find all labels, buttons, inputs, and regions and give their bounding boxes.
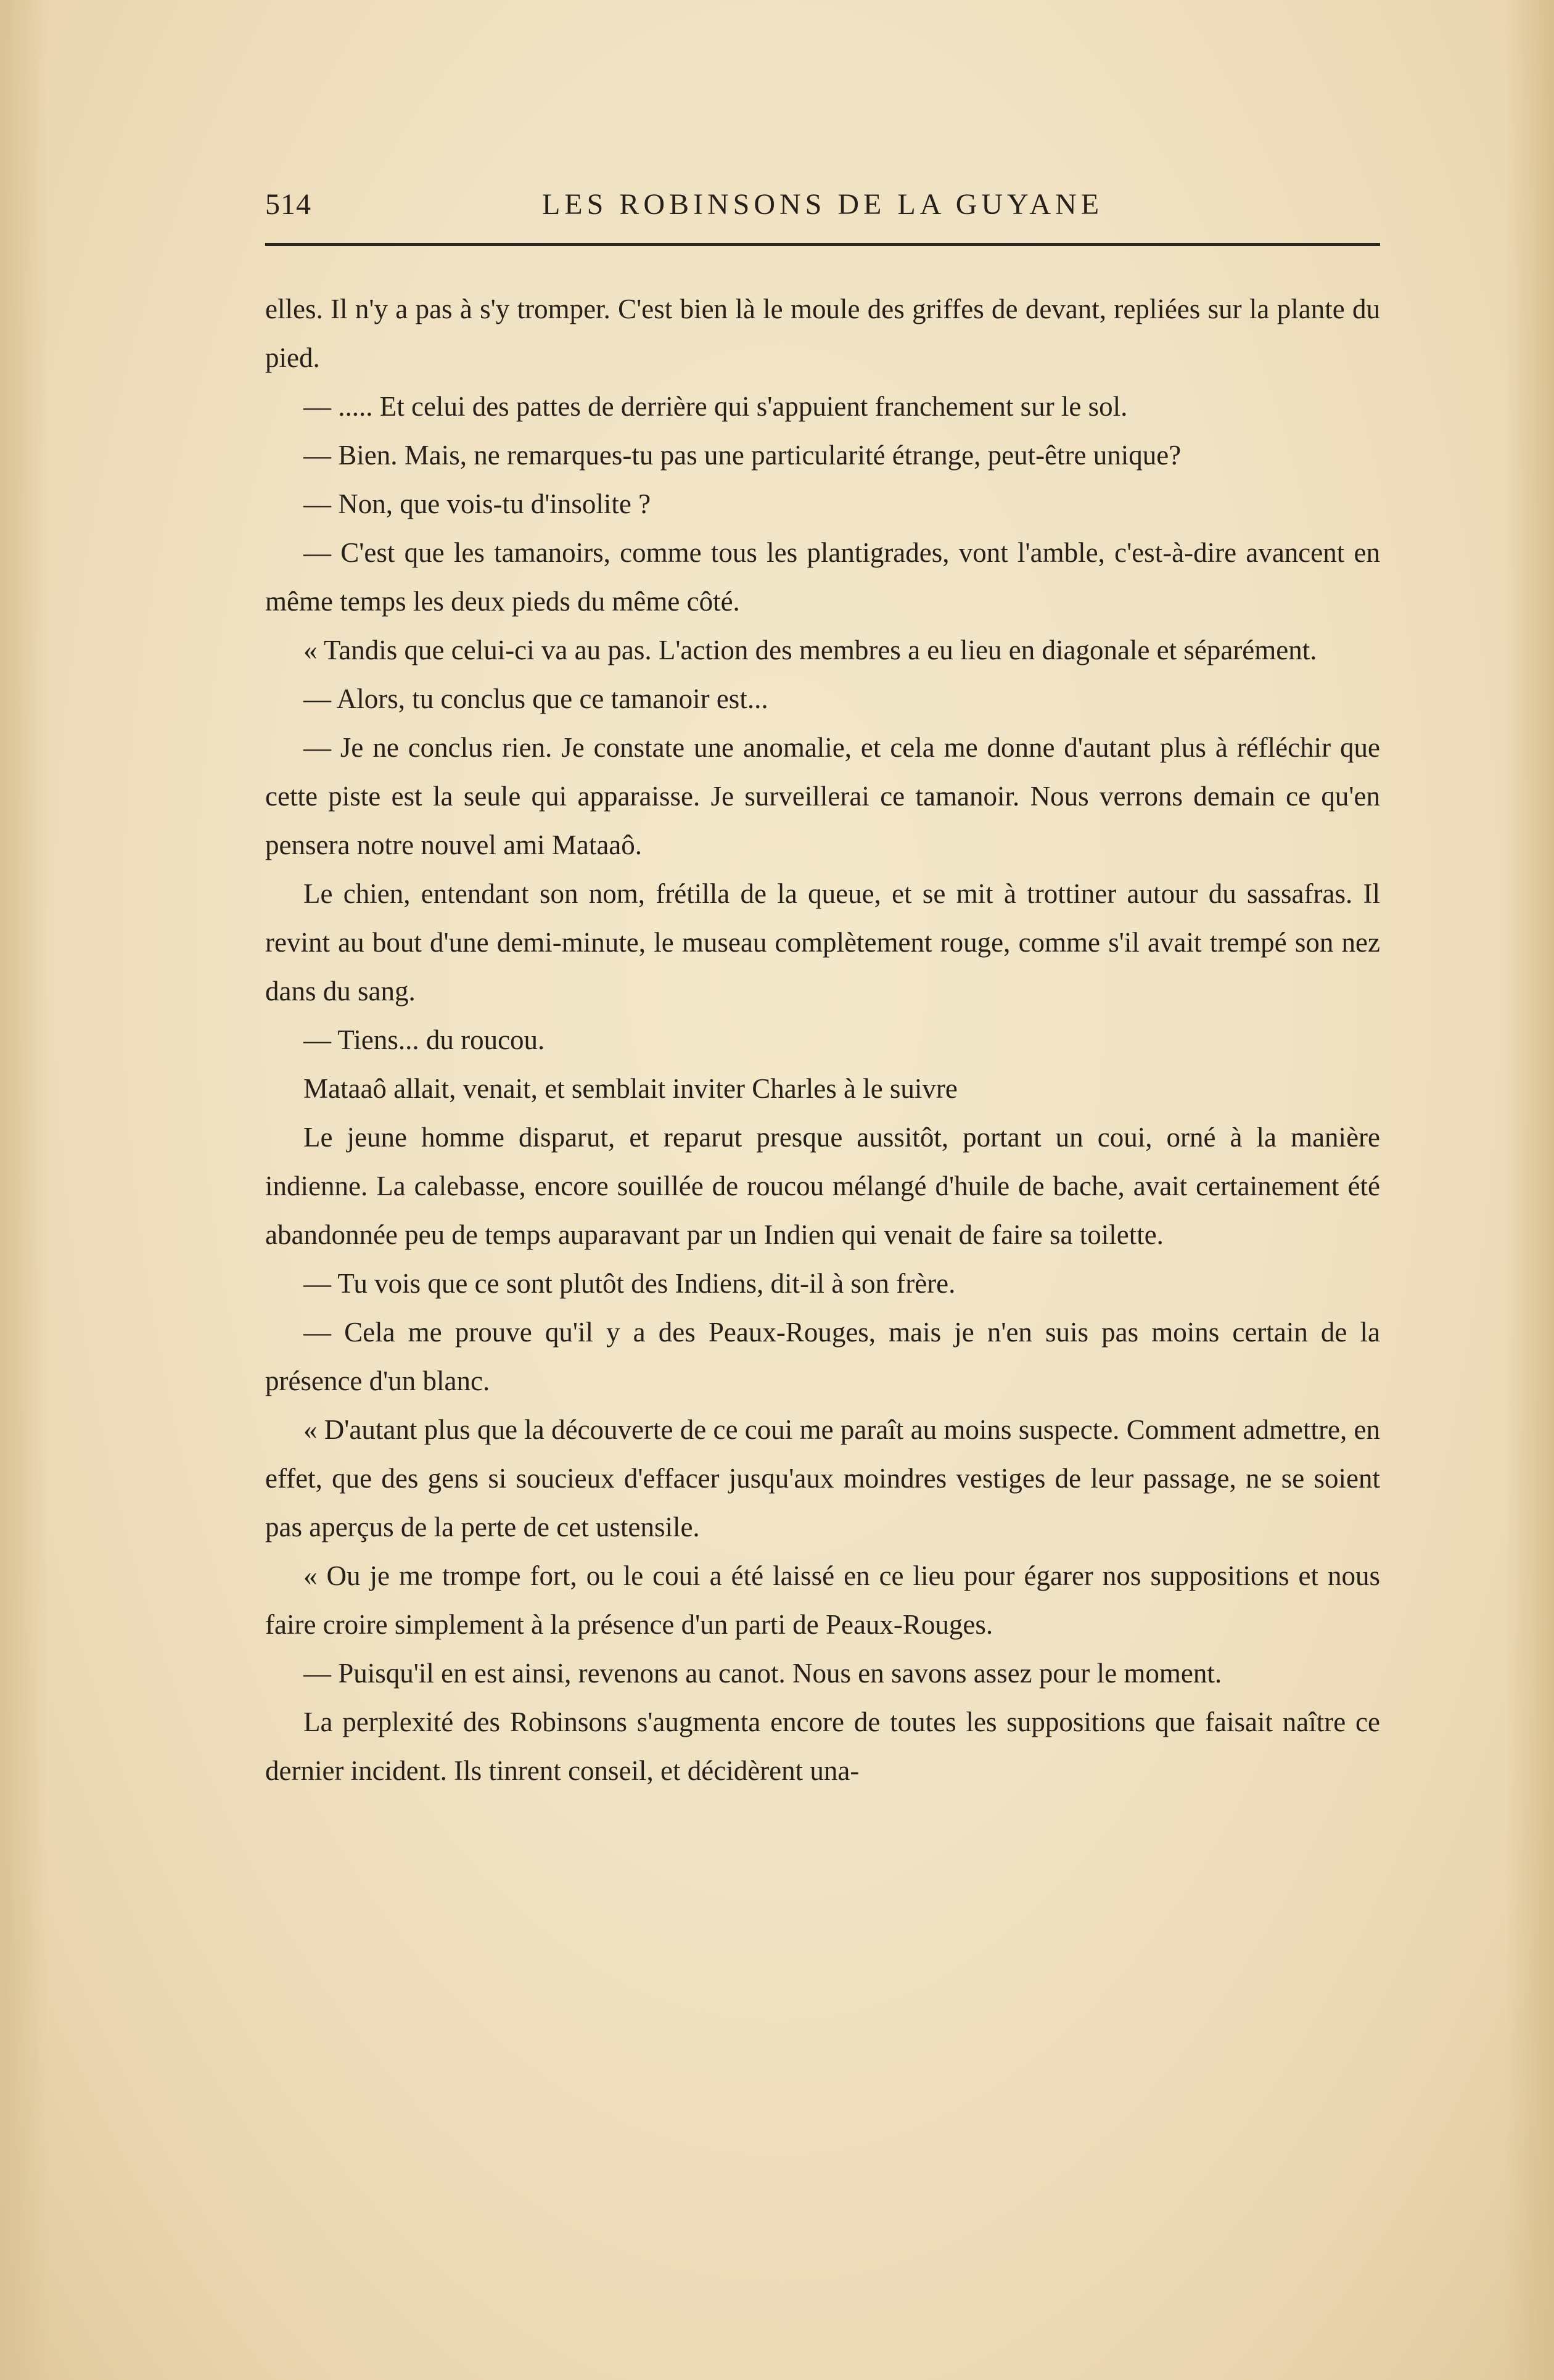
- page-header: [265, 187, 1380, 224]
- paragraph: La perplexité des Robinsons s'augmenta encore de toutes les suppositions que faisait naître ce dernier incident. Ils tinrent conseil, et décidèrent una-: [265, 1707, 1380, 1786]
- paragraph: — C'est que les tamanoirs, comme tous les plantigrades, vont l'amble, c'est-à-dire avancent en même temps les deux pieds du même côté.: [265, 537, 1380, 617]
- paragraph: — Je ne conclus rien. Je constate une anomalie, et cela me donne d'autant plus à réfléchir que cette piste est la seule qui apparaisse. Je surveillerai ce tamanoir. Nous verrons demain ce qu'en pensera notre nouvel ami Mataaô.: [265, 732, 1380, 860]
- paragraph: « D'autant plus que la découverte de ce coui me paraît au moins suspecte. Comment admettre, en effet, que des gens si soucieux d'effacer jusqu'aux moindres vestiges de leur passage, ne se soient pas aperçus de la perte de cet ustensile.: [265, 1414, 1380, 1542]
- page-edge-shadow-left: [0, 0, 49, 2380]
- paragraph: — ..... Et celui des pattes de derrière qui s'appuient franchement sur le sol.: [303, 391, 1128, 422]
- paragraph: Mataaô allait, venait, et semblait inviter Charles à le suivre: [303, 1073, 958, 1104]
- page-edge-shadow-right: [1505, 0, 1554, 2380]
- paragraph: — Non, que vois-tu d'insolite ?: [303, 488, 651, 519]
- paragraph: — Tiens... du roucou.: [303, 1024, 545, 1055]
- page-number: 514: [265, 188, 311, 221]
- paragraph: Le jeune homme disparut, et reparut presque aussitôt, portant un coui, orné à la manière indienne. La calebasse, encore souillée de roucou mélangé d'huile de bache, avait certainement été abandonnée peu de temps auparavant par un Indien qui venait de faire sa toilette.: [265, 1122, 1380, 1250]
- paragraph: — Cela me prouve qu'il y a des Peaux-Rouges, mais je n'en suis pas moins certain de la présence d'un blanc.: [265, 1317, 1380, 1396]
- paragraph: « Tandis que celui-ci va au pas. L'action des membres a eu lieu en diagonale et séparément.: [303, 635, 1317, 665]
- header-rule: [265, 243, 1380, 246]
- paragraph: — Alors, tu conclus que ce tamanoir est...: [303, 683, 768, 714]
- paragraph: « Ou je me trompe fort, ou le coui a été laissé en ce lieu pour égarer nos suppositions et nous faire croire simplement à la présence d'un parti de Peaux-Rouges.: [265, 1560, 1380, 1640]
- paragraph: — Tu vois que ce sont plutôt des Indiens, dit-il à son frère.: [303, 1268, 956, 1299]
- running-title: LES ROBINSONS DE LA GUYANE: [541, 188, 1104, 221]
- body-text: [265, 285, 1380, 1795]
- paragraph: elles. Il n'y a pas à s'y tromper. C'est bien là le moule des griffes de devant, repliées sur la plante du pied.: [265, 294, 1380, 373]
- paragraph: Le chien, entendant son nom, frétilla de la queue, et se mit à trottiner autour du sassafras. Il revint au bout d'une demi-minute, le museau complètement rouge, comme s'il avait trempé son nez dans du sang.: [265, 878, 1380, 1007]
- paragraph: — Bien. Mais, ne remarques-tu pas une particularité étrange, peut-être unique?: [303, 440, 1182, 471]
- paragraph: — Puisqu'il en est ainsi, revenons au canot. Nous en savons assez pour le moment.: [303, 1658, 1222, 1689]
